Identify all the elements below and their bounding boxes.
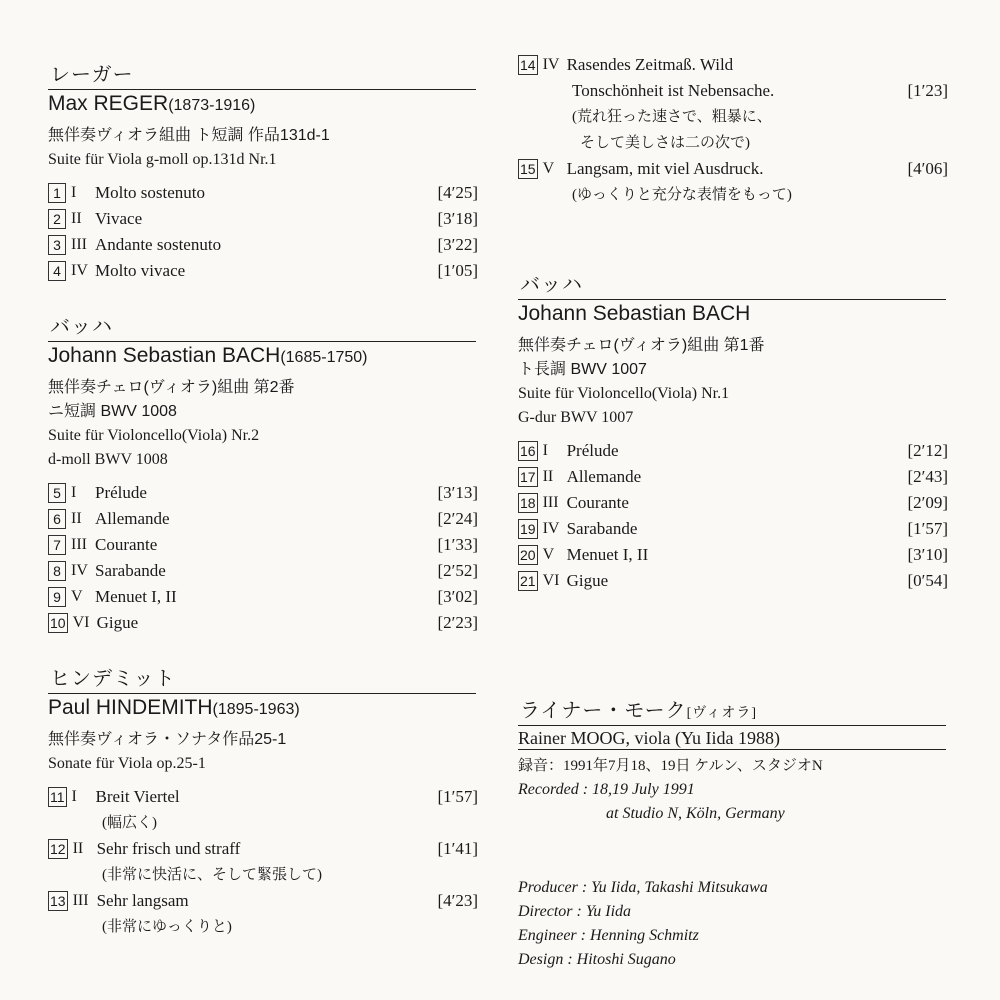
bach-suite2-section xyxy=(48,310,478,636)
track-duration: [1′23] xyxy=(907,81,948,100)
work-title xyxy=(518,334,948,430)
track-row xyxy=(48,206,478,232)
track-title-line2: Tonschönheit ist Nebensache. xyxy=(572,81,775,100)
movement-numeral: I xyxy=(71,484,77,501)
track-row xyxy=(48,532,478,558)
track-row xyxy=(48,506,478,532)
track-title: Sarabande xyxy=(95,561,166,580)
track-duration: [4′06] xyxy=(907,159,948,178)
track-number: 5 xyxy=(48,483,66,503)
track-row xyxy=(48,258,478,284)
track-list xyxy=(518,438,948,594)
track-duration: [3′18] xyxy=(437,209,478,228)
work-title xyxy=(48,728,478,776)
track-title: Courante xyxy=(566,493,629,512)
work-title-de: Sonate für Viola op.25-1 xyxy=(48,755,206,772)
track-duration: [3′13] xyxy=(437,483,478,502)
track-title: Andante sostenuto xyxy=(95,235,222,254)
composer-jp-name: レーガー xyxy=(50,64,134,86)
movement-numeral: IV xyxy=(71,262,88,279)
movement-numeral: I xyxy=(542,442,548,459)
track-subtitle-jp: (荒れ狂った速さで、粗暴に、 xyxy=(572,109,772,125)
track-title: Sehr langsam xyxy=(96,891,189,910)
credits xyxy=(518,876,948,972)
composer-dates: (1873-1916) xyxy=(168,97,256,114)
track-list xyxy=(48,480,478,636)
work-key-de: d-moll BWV 1008 xyxy=(48,451,168,468)
track-duration: [1′05] xyxy=(437,261,478,280)
track-row xyxy=(518,490,948,516)
track-duration: [3′02] xyxy=(437,587,478,606)
reger-section xyxy=(48,58,478,284)
track-row xyxy=(48,610,478,636)
hindemith-section xyxy=(48,662,478,940)
movement-numeral: II xyxy=(71,210,82,227)
composer-dates: (1685-1750) xyxy=(280,349,368,366)
track-number: 13 xyxy=(50,893,66,909)
movement-numeral: VI xyxy=(542,572,560,589)
track-row xyxy=(48,480,478,506)
movement-numeral: III xyxy=(71,236,87,253)
track-duration: [2′43] xyxy=(907,467,948,486)
track-duration: [2′09] xyxy=(907,493,948,512)
track-number: 17 xyxy=(520,469,536,485)
work-title xyxy=(48,124,478,172)
movement-numeral: I xyxy=(71,788,77,805)
track-number: 14 xyxy=(520,57,536,73)
track-number: 7 xyxy=(48,535,66,555)
composer-jp-name: ヒンデミット xyxy=(50,668,176,690)
track-duration: [3′10] xyxy=(907,545,948,564)
performer-jp-name-text: ライナー・モーク xyxy=(520,700,687,722)
recording-date: Recorded : 18,19 July 1991 xyxy=(518,781,695,798)
track-number: 12 xyxy=(50,841,66,857)
track-number: 3 xyxy=(48,235,66,255)
track-number: 8 xyxy=(48,561,66,581)
movement-numeral: IV xyxy=(71,562,88,579)
track-title: Prélude xyxy=(566,441,619,460)
track-duration: [2′23] xyxy=(437,613,478,632)
track-number: 19 xyxy=(520,521,536,537)
credit-engineer: Engineer : Henning Schmitz xyxy=(518,927,699,944)
movement-numeral: V xyxy=(71,588,83,605)
track-row xyxy=(48,784,478,810)
work-key-jp: ニ短調 BWV 1008 xyxy=(48,403,177,420)
composer-name-text: Johann Sebastian BACH xyxy=(518,302,751,325)
track-number: 6 xyxy=(48,509,66,529)
composer-name xyxy=(48,89,476,116)
track-number: 11 xyxy=(50,789,65,805)
track-subtitle-jp: (非常に快活に、そして緊張して) xyxy=(102,867,322,883)
track-row xyxy=(518,568,948,594)
track-title: Molto vivace xyxy=(95,261,186,280)
track-subtitle-jp: (非常にゆっくりと) xyxy=(102,919,232,935)
track-number: 21 xyxy=(520,573,536,589)
track-duration: [2′52] xyxy=(437,561,478,580)
track-duration: [4′23] xyxy=(437,891,478,910)
bach-suite1-section xyxy=(518,268,948,594)
composer-jp-name: バッハ xyxy=(50,316,113,338)
track-number: 18 xyxy=(520,495,536,511)
work-key-jp: ト長調 BWV 1007 xyxy=(518,361,647,378)
track-row xyxy=(518,438,948,464)
credit-design: Design : Hitoshi Sugano xyxy=(518,951,676,968)
track-title: Prélude xyxy=(95,483,147,502)
track-row xyxy=(518,52,948,78)
credit-director: Director : Yu Iida xyxy=(518,903,632,920)
track-title: Langsam, mit viel Ausdruck. xyxy=(566,159,764,178)
track-row xyxy=(48,888,478,914)
track-list xyxy=(48,784,478,940)
track-duration: [2′24] xyxy=(437,509,478,528)
track-title: Vivace xyxy=(95,209,143,228)
track-row xyxy=(518,542,948,568)
hindemith-continued-section xyxy=(518,52,948,208)
track-row xyxy=(48,232,478,258)
track-number: 4 xyxy=(48,261,66,281)
track-row xyxy=(48,558,478,584)
movement-numeral: II xyxy=(71,510,82,527)
performer-jp-name xyxy=(520,694,948,723)
track-subtitle-jp-line2: そして美しさは二の次で) xyxy=(580,135,750,151)
track-row xyxy=(48,180,478,206)
composer-jp-name: バッハ xyxy=(520,274,583,296)
work-title-jp: 無伴奏チェロ(ヴィオラ)組曲 第1番 xyxy=(518,337,765,354)
track-title: Molto sostenuto xyxy=(95,183,206,202)
movement-numeral: V xyxy=(542,160,555,177)
track-duration: [1′57] xyxy=(907,519,948,538)
work-title xyxy=(48,376,478,472)
track-title: Sehr frisch und straff xyxy=(96,839,241,858)
track-number: 10 xyxy=(50,615,66,631)
track-duration: [1′33] xyxy=(437,535,478,554)
track-row xyxy=(518,464,948,490)
movement-numeral: V xyxy=(542,546,555,563)
movement-numeral: III xyxy=(71,536,87,553)
track-title: Allemande xyxy=(566,467,642,486)
track-number: 1 xyxy=(48,183,66,203)
performer-section xyxy=(518,694,948,826)
left-column xyxy=(48,58,478,966)
right-column xyxy=(518,52,948,972)
work-key-de: G-dur BWV 1007 xyxy=(518,409,634,426)
credit-producer: Producer : Yu Iida, Takashi Mitsukawa xyxy=(518,879,768,896)
composer-name-text: Max REGER xyxy=(48,92,169,115)
track-number: 16 xyxy=(520,443,536,459)
track-row xyxy=(48,584,478,610)
track-title: Allemande xyxy=(95,509,170,528)
work-title-jp: 無伴奏ヴィオラ・ソナタ作品25-1 xyxy=(48,731,287,748)
composer-dates: (1895-1963) xyxy=(212,701,300,718)
recording-location: at Studio N, Köln, Germany xyxy=(606,805,785,822)
movement-numeral: IV xyxy=(542,520,560,537)
track-title: Gigue xyxy=(566,571,609,590)
composer-name xyxy=(48,341,476,368)
track-title: Menuet I, II xyxy=(95,587,177,606)
track-duration: [0′54] xyxy=(907,571,948,590)
movement-numeral: III xyxy=(542,494,559,511)
track-title: Gigue xyxy=(96,613,139,632)
performer-line: Rainer MOOG, viola (Yu Iida 1988) xyxy=(518,725,946,749)
track-number: 15 xyxy=(520,161,536,177)
track-row-continuation xyxy=(518,78,948,104)
track-number: 20 xyxy=(520,547,536,563)
track-number: 2 xyxy=(48,209,66,229)
movement-numeral: II xyxy=(72,840,84,857)
track-duration: [1′41] xyxy=(437,839,478,858)
composer-name-text: Paul HINDEMITH xyxy=(48,696,213,719)
composer-name-text: Johann Sebastian BACH xyxy=(48,344,281,367)
track-title: Courante xyxy=(95,535,158,554)
track-list xyxy=(48,180,478,284)
track-duration: [4′25] xyxy=(437,183,478,202)
work-title-de: Suite für Violoncello(Viola) Nr.2 xyxy=(48,427,260,444)
track-subtitle-jp: (幅広く) xyxy=(102,815,157,831)
recording-info-jp: 録音：1991年7月18、19日 ケルン、スタジオN xyxy=(518,749,946,778)
movement-numeral: III xyxy=(72,892,89,909)
work-title-de: Suite für Viola g-moll op.131d Nr.1 xyxy=(48,151,277,168)
track-duration: [1′57] xyxy=(437,787,478,806)
track-row xyxy=(48,836,478,862)
track-row xyxy=(518,156,948,182)
track-row xyxy=(518,516,948,542)
track-title: Breit Viertel xyxy=(95,787,180,806)
track-subtitle-jp: (ゆっくりと充分な表情をもって) xyxy=(572,187,792,203)
performer-jp-role: [ヴィオラ] xyxy=(686,706,758,721)
movement-numeral: VI xyxy=(72,614,90,631)
track-duration: [3′22] xyxy=(437,235,478,254)
track-title: Menuet I, II xyxy=(566,545,649,564)
work-title-jp: 無伴奏ヴィオラ組曲 ト短調 作品131d-1 xyxy=(48,127,330,144)
work-title-de: Suite für Violoncello(Viola) Nr.1 xyxy=(518,385,730,402)
movement-numeral: II xyxy=(542,468,554,485)
track-title: Sarabande xyxy=(566,519,638,538)
composer-name xyxy=(48,693,476,720)
track-number: 9 xyxy=(48,587,66,607)
movement-numeral: IV xyxy=(542,56,560,73)
track-duration: [2′12] xyxy=(907,441,948,460)
work-title-jp: 無伴奏チェロ(ヴィオラ)組曲 第2番 xyxy=(48,379,295,396)
composer-name xyxy=(518,299,946,326)
movement-numeral: I xyxy=(71,184,77,201)
track-title: Rasendes Zeitmaß. Wild xyxy=(566,55,734,74)
